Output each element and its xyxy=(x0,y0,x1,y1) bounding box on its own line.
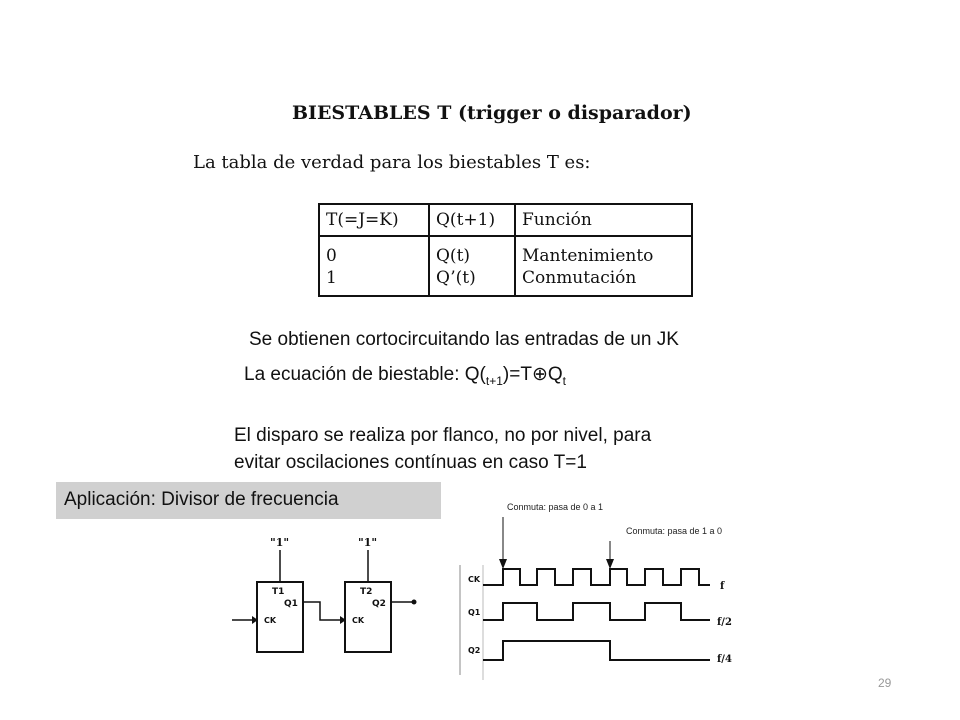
ff2-t-label: T2 xyxy=(360,587,373,597)
intro-text: La tabla de verdad para los biestables T es: xyxy=(193,152,591,173)
xor-symbol: ⊕ xyxy=(531,364,548,385)
divider-circuit xyxy=(222,530,432,665)
header-cell: T(=J=K) xyxy=(319,204,429,236)
table-cell: Q(t) Q’(t) xyxy=(429,236,515,296)
table-cell: Mantenimiento Conmutación xyxy=(515,236,692,296)
freq-label-f4: f/4 xyxy=(717,654,732,665)
signal-label-ck: CK xyxy=(468,575,481,584)
shortcircuit-text: Se obtienen cortocircuitando las entradas de un JK xyxy=(249,329,679,350)
signal-label-q2: Q2 xyxy=(468,646,481,655)
ff1-q-label: Q1 xyxy=(284,599,298,609)
ck-waveform xyxy=(483,569,710,585)
trigger-text-line2: evitar oscilaciones contínuas en caso T=1 xyxy=(234,452,587,473)
annotation-rise: Conmuta: pasa de 0 a 1 xyxy=(507,502,604,512)
page-number: 29 xyxy=(878,676,892,690)
ff2-q-label: Q2 xyxy=(372,599,386,609)
signal-label-q1: Q1 xyxy=(468,608,481,617)
freq-label-f: f xyxy=(720,581,725,592)
q2-waveform xyxy=(483,641,710,660)
freq-label-f2: f/2 xyxy=(717,617,732,628)
ff2-ck-label: CK xyxy=(352,616,365,625)
table-header-row xyxy=(319,204,692,236)
ff2-input-label: "1" xyxy=(358,536,378,549)
header-cell: Función xyxy=(515,204,692,236)
annotation-fall: Conmuta: pasa de 1 a 0 xyxy=(626,526,723,536)
q1-waveform xyxy=(483,603,710,620)
ff1-input-label: "1" xyxy=(270,536,290,549)
trigger-text-line1: El disparo se realiza por flanco, no por nivel, para xyxy=(234,425,652,446)
timing-diagram xyxy=(455,505,755,685)
ff1-t-label: T1 xyxy=(272,587,285,597)
header-cell: Q(t+1) xyxy=(429,204,515,236)
application-label: Aplicación: Divisor de frecuencia xyxy=(56,482,441,519)
table-row xyxy=(319,236,692,296)
table-cell: 0 1 xyxy=(326,246,337,288)
equation-text: La ecuación de biestable: $Q(_{t+1})=T\oplus Q_t$ xyxy=(244,364,566,388)
ff1-ck-label: CK xyxy=(264,616,277,625)
truth-table xyxy=(318,203,693,297)
slide-title: BIESTABLES T (trigger o disparador) xyxy=(292,102,692,124)
